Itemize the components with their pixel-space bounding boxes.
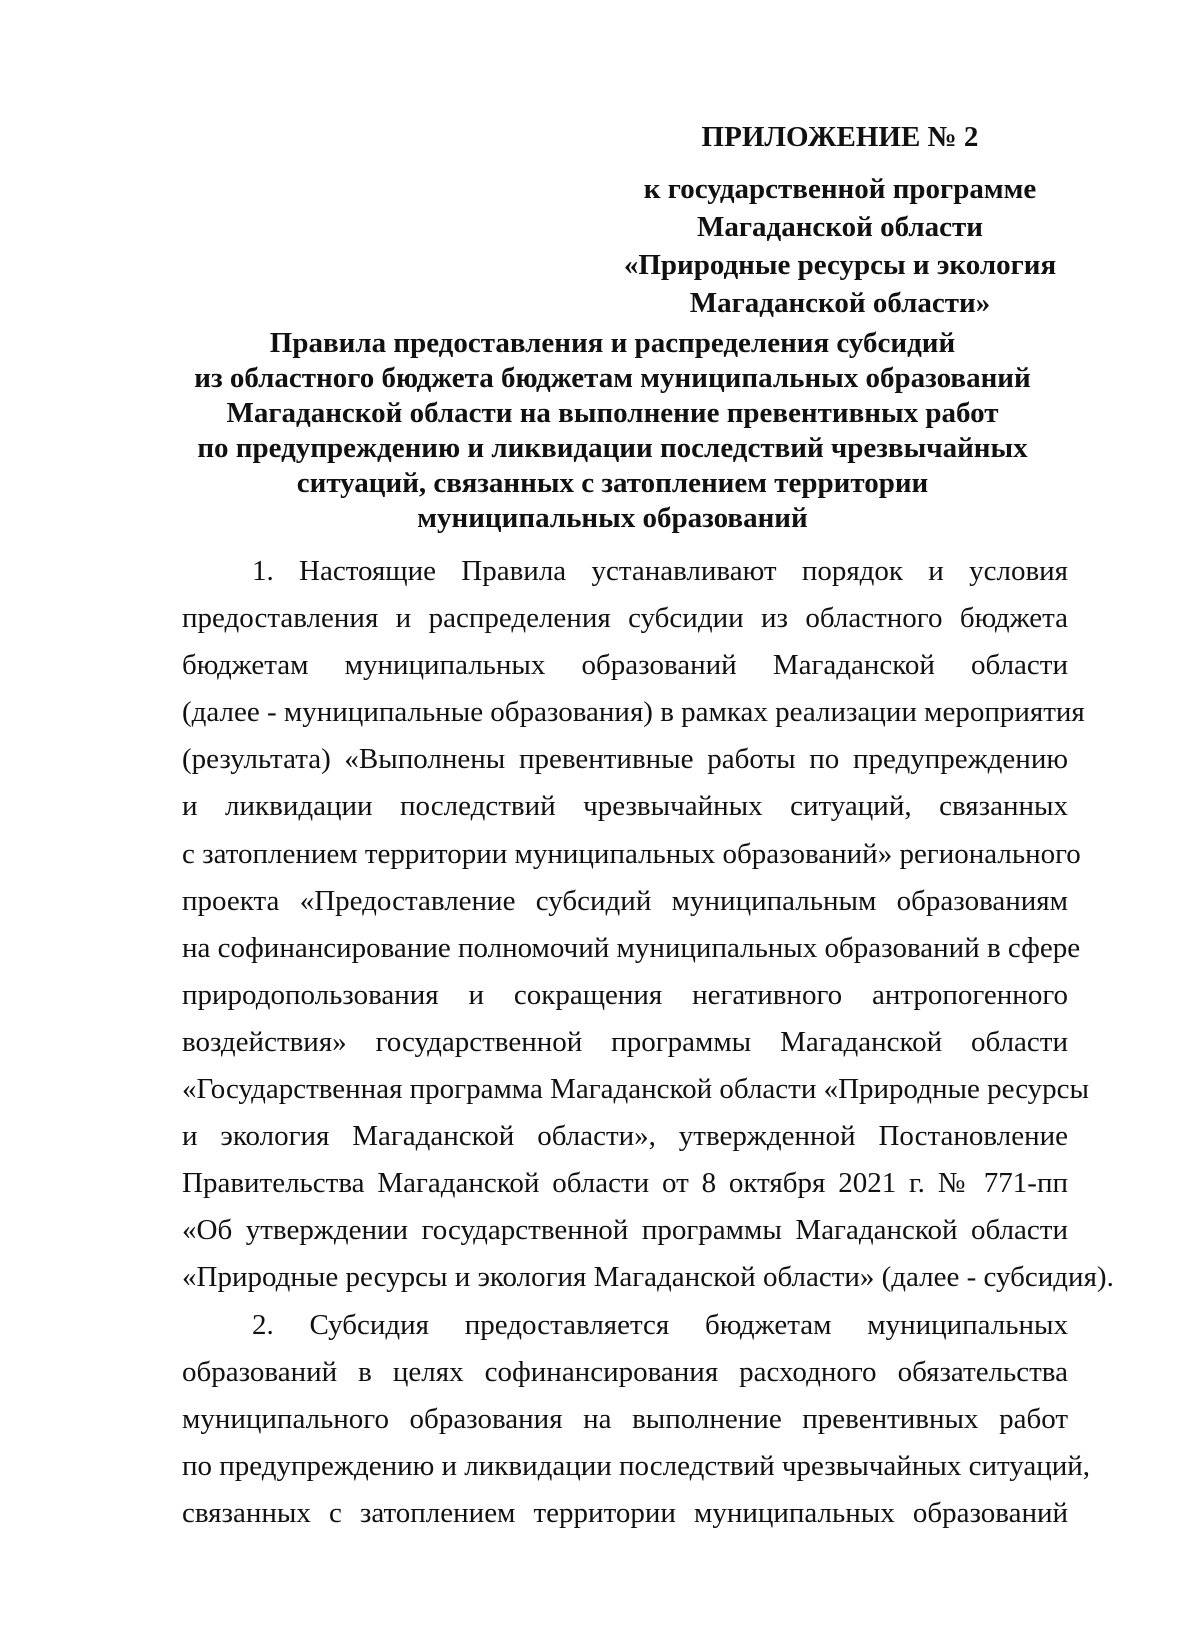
paragraph-2: [182, 1302, 1091, 1537]
title-line: по предупреждению и ликвидации последствий чрезвычайных: [197, 432, 1028, 464]
text-line: (далее - муниципальные образования) в рамках реализации мероприятия: [182, 696, 1085, 729]
text-line: природопользования и сокращения негативного антропогенного: [182, 978, 1068, 1011]
paragraph-1: [182, 548, 1114, 1302]
appendix-line: к государственной программе: [643, 173, 1037, 205]
text-line: 2. Субсидия предоставляется бюджетам муниципальных: [252, 1308, 1068, 1341]
appendix-title: ПРИЛОЖЕНИЕ № 2: [701, 121, 979, 153]
text-line: и экология Магаданской области», утвержденной Постановление: [182, 1120, 1068, 1153]
text-line: на софинансирование полномочий муниципальных образований в сфере: [182, 931, 1081, 964]
text-line: образований в целях софинансирования расходного обязательства: [182, 1355, 1068, 1388]
title-line: муниципальных образований: [417, 502, 808, 534]
text-line: воздействия» государственной программы Магаданской области: [182, 1025, 1068, 1058]
appendix-line: Магаданской области: [697, 211, 983, 243]
text-line: с затоплением территории муниципальных образований» регионального: [182, 837, 1081, 870]
appendix-line: «Природные ресурсы и экология: [623, 249, 1057, 281]
text-line: (результата) «Выполнены превентивные работы по предупреждению: [182, 743, 1068, 776]
text-line: бюджетам муниципальных образований Магаданской области: [182, 649, 1068, 682]
document-title: [160, 326, 1065, 536]
text-line: и ликвидации последствий чрезвычайных ситуаций, связанных: [182, 790, 1068, 823]
text-line: «Природные ресурсы и экология Магаданской области» (далее - субсидия).: [182, 1261, 1114, 1294]
appendix-line: Магаданской области»: [689, 287, 991, 319]
text-line: связанных с затоплением территории муниципальных образований: [182, 1496, 1068, 1529]
text-line: по предупреждению и ликвидации последствий чрезвычайных ситуаций,: [182, 1449, 1091, 1482]
document-body: [182, 548, 1114, 1537]
appendix-header: [560, 118, 1120, 322]
title-line: Правила предоставления и распределения субсидий: [269, 327, 956, 359]
text-line: муниципального образования на выполнение превентивных работ: [182, 1402, 1068, 1435]
text-line: «Об утверждении государственной программы Магаданской области: [182, 1214, 1068, 1247]
title-line: из областного бюджета бюджетам муниципальных образований: [194, 362, 1031, 394]
text-line: 1. Настоящие Правила устанавливают порядок и условия: [252, 555, 1068, 587]
text-line: проекта «Предоставление субсидий муниципальным образованиям: [182, 884, 1068, 917]
title-line: ситуаций, связанных с затоплением территории: [296, 467, 929, 499]
text-line: предоставления и распределения субсидии из областного бюджета: [182, 602, 1068, 635]
title-line: Магаданской области на выполнение превентивных работ: [226, 397, 999, 429]
text-line: «Государственная программа Магаданской области «Природные ресурсы: [182, 1073, 1090, 1106]
text-line: Правительства Магаданской области от 8 октября 2021 г. № 771-пп: [182, 1167, 1068, 1200]
